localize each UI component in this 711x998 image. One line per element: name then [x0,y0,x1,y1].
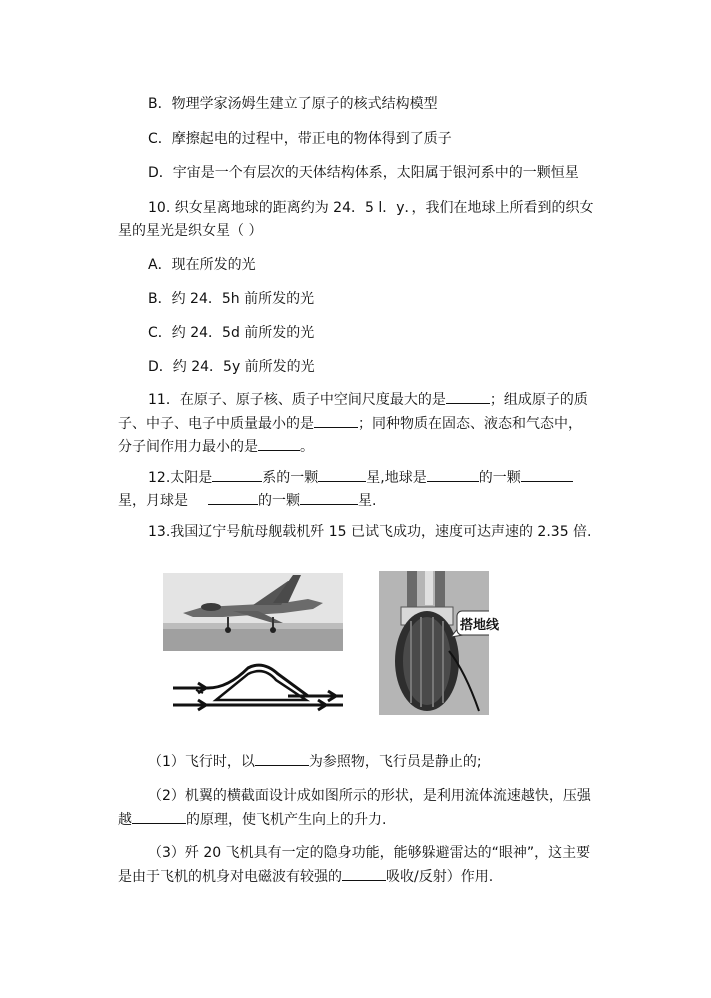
q9-option-c: C．摩擦起电的过程中，带正电的物体得到了质子 [148,131,452,147]
q13-part3-line1: （3）歼 20 飞机具有一定的隐身功能，能够躲避雷达的“眼神”，这主要 [148,845,591,861]
q12-blank-2[interactable] [318,467,366,482]
q12-line1 [148,467,573,488]
q10-option-c: C．约 24．5d 前所发的光 [148,325,315,341]
q13-part3-line2 [118,866,493,887]
q12-text-1a: 12.太阳是 [148,470,213,486]
q12-text-2c: 星. [358,493,377,509]
q11-text-2a: 子、中子、电子中质量最小的是 [118,416,314,432]
q13-text-1b: 为参照物，飞行员是静止的; [308,754,482,770]
q13-blank-2[interactable] [132,809,186,824]
q11-blank-1[interactable] [446,389,490,404]
q10-stem-line2: 星的星光是织女星（ ） [118,223,263,239]
q9-option-d: D．宇宙是一个有层次的天体结构体系，太阳属于银河系中的一颗恒星 [148,165,579,181]
ground-wire-callout-label: 搭地线 [460,618,500,633]
airfoil-diagram [168,660,346,720]
q11-blank-3[interactable] [258,436,300,451]
q10-option-b: B．约 24．5h 前所发的光 [148,291,315,307]
q13-part2-line1: （2）机翼的横截面设计成如图所示的形状，是利用流体流速越快，压强 [148,788,591,804]
q11-line3 [118,436,314,457]
q13-part1 [148,751,482,772]
q12-text-1c: 星,地球是 [366,470,427,486]
q10-option-d: D．约 24．5y 前所发的光 [148,359,315,375]
q10-option-a: A．现在所发的光 [148,257,256,273]
q12-blank-4[interactable] [521,467,573,482]
q9-option-b: B．物理学家汤姆生建立了原子的核式结构模型 [148,96,438,112]
q11-line2 [118,413,582,434]
q11-blank-2[interactable] [314,413,358,428]
q11-line1 [148,389,588,410]
q12-blank-5[interactable] [208,490,258,505]
q11-text-3b: 。 [300,439,314,455]
q11-text-1b: ；组成原子的质 [489,392,588,408]
q13-blank-3[interactable] [342,866,386,881]
q11-text-2b: ；同种物质在固态、液态和气态中， [358,416,582,432]
landing-gear-photo [379,571,489,715]
q11-text-3a: 分子间作用力最小的是 [118,439,258,455]
q12-text-2a: 星，月球是 [118,493,188,509]
q12-text-1d: 的一颗 [478,470,521,486]
q12-blank-1[interactable] [212,467,262,482]
q12-blank-3[interactable] [427,467,479,482]
q13-text-2b-pre: 越 [118,812,132,828]
q13-text-1a: （1）飞行时，以 [148,754,255,770]
q12-line2 [118,490,376,511]
q13-part2-line2 [118,809,386,830]
q11-text-1a: 11．在原子、原子核、质子中空间尺度最大的是 [148,392,446,408]
q13-text-3-post: 吸收/反射）作用. [386,869,494,885]
aircraft-photo [163,573,343,651]
q12-text-2b: 的一颗 [258,493,300,509]
q13-intro: 13.我国辽宁号航母舰载机歼 15 已试飞成功，速度可达声速的 2.35 倍. [148,524,592,540]
q13-text-3-pre: 是由于飞机的机身对电磁波有较强的 [118,869,342,885]
q10-stem-line1: 10. 织女星离地球的距离约为 24．5 l．y．，我们在地球上所看到的织女 [148,200,594,216]
q12-blank-6[interactable] [300,490,358,505]
q13-blank-1[interactable] [255,751,309,766]
q12-text-1b: 系的一颗 [262,470,319,486]
q13-text-2b-post: 的原理，使飞机产生向上的升力. [186,812,387,828]
